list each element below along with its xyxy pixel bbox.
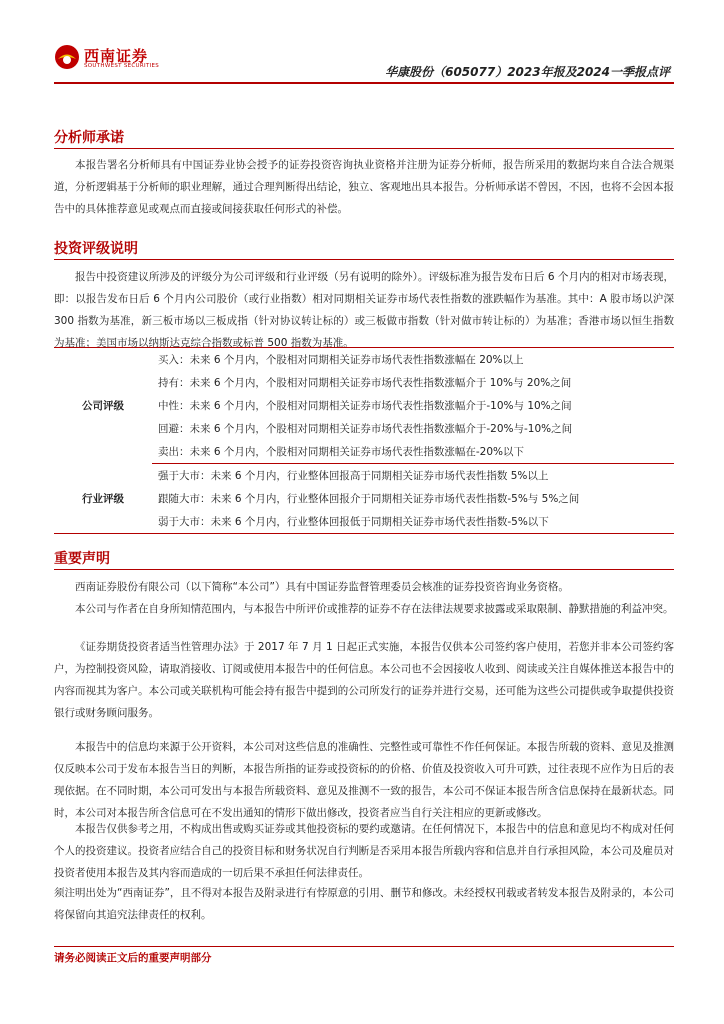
industry-rating-outperform: 强于大市：未来 6 个月内，行业整体回报高于同期相关证券市场代表性指数 5%以上 xyxy=(158,470,549,482)
company-rating-hold: 持有：未来 6 个月内，个股相对同期相关证券市场代表性指数涨幅介于 10%与 20%之间 xyxy=(158,377,572,389)
section-title-rating-explanation: 投资评级说明 xyxy=(54,241,138,257)
disclaimer-paragraph-1: 西南证券股份有限公司（以下简称“本公司”）具有中国证券监督管理委员会核准的证券投资咨询业务资格。 xyxy=(75,581,569,593)
footer-notice: 请务必阅读正文后的重要声明部分 xyxy=(54,952,212,964)
rating-explanation-text: 报告中投资建议所涉及的评级分为公司评级和行业评级（另有说明的除外）。评级标准为报告发布日后 6 个月内的相对市场表现，即：以报告发布日后 6 个月内公司股价（或行业指数）相对同期相关证券市场代表性指数的涨跌幅作为基准。其中：A 股市场以沪深 300 指数为基准，新三板市场以三板成指（针对协议转让标的）或三板做市指数（针对做市转让标的）为基准；香港市场以恒生指数为基准；美国市场以纳斯达克综合指数或标普 500 指数为基准。 xyxy=(54,271,674,349)
logo-mark-icon xyxy=(54,44,80,70)
logo-text-cn: 西南证券 xyxy=(84,47,149,65)
table-row xyxy=(54,348,674,372)
section-title-disclaimer: 重要声明 xyxy=(54,551,110,567)
section-title-analyst-commitment: 分析师承诺 xyxy=(54,130,124,146)
header-divider xyxy=(54,82,674,84)
industry-rating-inline: 跟随大市：未来 6 个月内，行业整体回报介于同期相关证券市场代表性指数-5%与 5%之间 xyxy=(158,493,580,505)
table-row xyxy=(54,464,674,488)
disclaimer-paragraph-3: 《证券期货投资者适当性管理办法》于 2017 年 7 月 1 日起正式实施，本报告仅供本公司签约客户使用，若您并非本公司签约客户，为控制投资风险，请取消接收、订阅或使用本报告中的任何信息。本公司也不会因接收人收到、阅读或关注自媒体推送本报告中的内容而视其为客户。本公司或关联机构可能会持有报告中提到的公司所发行的证券并进行交易，还可能为这些公司提供或争取提供投资银行或财务顾问服务。 xyxy=(54,641,674,719)
section-divider xyxy=(54,148,674,149)
company-rating-label: 公司评级 xyxy=(54,348,152,464)
company-rating-avoid: 回避：未来 6 个月内，个股相对同期相关证券市场代表性指数涨幅介于-20%与-10%之间 xyxy=(158,423,573,435)
industry-rating-underperform: 弱于大市：未来 6 个月内，行业整体回报低于同期相关证券市场代表性指数-5%以下 xyxy=(152,510,674,534)
company-rating-buy: 买入：未来 6 个月内，个股相对同期相关证券市场代表性指数涨幅在 20%以上 xyxy=(152,348,674,372)
page-header xyxy=(0,0,724,100)
industry-rating-label: 行业评级 xyxy=(54,464,152,534)
company-rating-sell: 卖出：未来 6 个月内，个股相对同期相关证券市场代表性指数涨幅在-20%以下 xyxy=(152,440,674,464)
footer-divider xyxy=(54,946,674,947)
disclaimer-paragraph-5: 本报告仅供参考之用，不构成出售或购买证券或其他投资标的要约或邀请。在任何情况下，本报告中的信息和意见均不构成对任何个人的投资建议。投资者应结合自己的投资目标和财务状况自行判断是否采用本报告所载内容和信息并自行承担风险，本公司及雇员对投资者使用本报告及其内容而造成的一切后果不承担任何法律责任。 xyxy=(54,823,674,879)
company-rating-neutral: 中性：未来 6 个月内，个股相对同期相关证券市场代表性指数涨幅介于-10%与 10%之间 xyxy=(158,400,572,412)
logo-text-en: SOUTHWEST SECURITIES xyxy=(84,63,160,69)
disclaimer-paragraph-2: 本公司与作者在自身所知情范围内，与本报告中所评价或推荐的证券不存在法律法规要求披露或采取限制、静默措施的利益冲突。 xyxy=(75,603,674,615)
disclaimer-paragraph-6: 须注明出处为“西南证券”，且不得对本报告及附录进行有悖原意的引用、删节和修改。未经授权刊载或者转发本报告及附录的，本公司将保留向其追究法律责任的权利。 xyxy=(54,887,674,921)
company-logo xyxy=(54,44,164,74)
section-divider xyxy=(54,569,674,570)
section-divider xyxy=(54,259,674,260)
analyst-commitment-text: 本报告署名分析师具有中国证券业协会授予的证券投资咨询执业资格并注册为证券分析师，报告所采用的数据均来自合法合规渠道，分析逻辑基于分析师的职业理解，通过合理判断得出结论，独立、客观地出具本报告。分析师承诺不曾因，不因，也将不会因本报告中的具体推荐意见或观点而直接或间接获取任何形式的补偿。 xyxy=(54,159,674,215)
rating-table xyxy=(54,347,674,534)
report-title: 华康股份（605077）2023年报及2024一季报点评 xyxy=(385,65,670,79)
disclaimer-paragraph-4: 本报告中的信息均来源于公开资料，本公司对这些信息的准确性、完整性或可靠性不作任何保证。本报告所载的资料、意见及推测仅反映本公司于发布本报告当日的判断，本报告所指的证券或投资标的的价格、价值及投资收入可升可跌，过往表现不应作为日后的表现依据。在不同时期，本公司可发出与本报告所载资料、意见及推测不一致的报告，本公司不保证本报告所含信息保持在最新状态。同时，本公司对本报告所含信息可在不发出通知的情形下做出修改，投资者应当自行关注相应的更新或修改。 xyxy=(54,741,674,819)
